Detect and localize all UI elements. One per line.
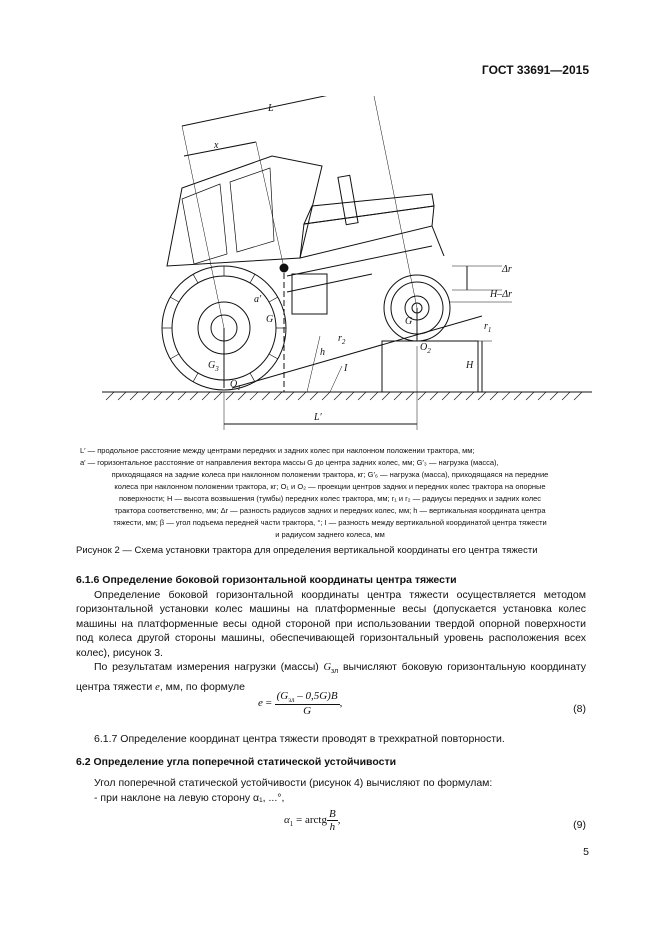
standard-code: ГОСТ 33691—2015 xyxy=(481,63,589,77)
formula-9: $\alpha_1$ = arctg $\frac{B}{h}$ , xyxy=(284,808,341,833)
section-616-paragraph-1: Определение боковой горизонтальной координаты центра тяжести осуществляется методом горизонтальной установки колес машины на платформенные весы (допускается установка колес машины на платформенные весы одной стороной при использовании твердой опорной поверхности под колеса другой стороны машины, обеспечивающей горизонтальный уровень расположения всех колес), рисунок 3. xyxy=(76,589,586,659)
label-I: I xyxy=(344,363,348,374)
legend-line: тяжести, мм; β — угол подъема передней части трактора, °; I — разность между вертикальной координатой центра тяжести xyxy=(113,518,547,527)
legend-line: a′ — горизонтальное расстояние от направления вектора массы G до центра задних колес, мм; G′₃ — нагрузка (масса), xyxy=(80,458,499,467)
section-62-paragraph-2: - при наклоне на левую сторону α₁, ...°, xyxy=(94,792,285,804)
section-62-paragraph-1: Угол поперечной статической устойчивости (рисунок 4) вычисляют по формулам: xyxy=(94,777,493,789)
dim-L-line xyxy=(182,96,372,126)
figure-caption: Рисунок 2 — Схема установки трактора для определения вертикальной координаты его центра тяжести xyxy=(76,545,538,556)
label-delta-r: Δr xyxy=(502,264,512,275)
label-O2: $O_2$ xyxy=(420,342,431,355)
label-G: G xyxy=(266,314,274,325)
label-G6: G xyxy=(405,316,413,327)
page-number: 5 xyxy=(583,846,589,858)
legend-line: приходящаяся на задние колеса при наклонном положении трактора, кг; G′₆ — нагрузка (масса), приходящаяся на передние xyxy=(111,470,549,479)
label-L: L xyxy=(268,103,274,114)
label-H-minus-delta-r: H–Δr xyxy=(490,289,512,300)
formula-8: e = $\frac{(G_{зл} - 0,5G)B}{G}$ , xyxy=(258,690,343,718)
figure-legend xyxy=(80,445,580,541)
label-r1: $r_1$ xyxy=(484,321,492,334)
label-H: H xyxy=(466,360,474,371)
label-L-prime: L′ xyxy=(314,412,322,423)
legend-line: и радиусом заднего колеса, мм xyxy=(275,530,385,539)
label-G3: $G_3$ xyxy=(208,360,219,373)
label-O1: $O_1$ xyxy=(230,379,241,392)
dim-I-leader xyxy=(330,366,342,392)
label-r2: $r_2$ xyxy=(338,333,346,346)
label-h: h xyxy=(320,347,325,358)
legend-line: трактора соответственно, мм; Δr — разность радиусов задних и передних колес, мм; h — вертикальная координата центра xyxy=(114,506,546,515)
section-616-paragraph-2: По результатам измерения нагрузки (массы) $G_{зл}$ вычисляют боковую горизонтальную координату центра тяжести e, мм, по формуле xyxy=(76,661,587,693)
label-x: x xyxy=(214,140,219,151)
tractor-diagram xyxy=(72,96,602,436)
formula-8-number: (8) xyxy=(573,703,586,715)
section-617-text: 6.1.7 Определение координат центра тяжести проводят в трехкратной повторности. xyxy=(94,733,505,745)
legend-line: поверхности; H — высота возвышения (тумбы) передних колес трактора, мм; r₁ и r₂ — радиусы передних и задних колес xyxy=(118,494,542,503)
ground-hatching xyxy=(106,392,582,400)
section-62-heading: 6.2 Определение угла поперечной статической устойчивости xyxy=(76,756,397,768)
dim-x-line xyxy=(184,142,256,156)
dim-h-leader xyxy=(307,336,320,392)
legend-line: колеса при наклонном положении трактора, кг; O₁ и O₂ — проекции центров задних и передних колес трактора на опорные xyxy=(114,482,546,491)
legend-line: L′ — продольное расстояние между центрами передних и задних колес при наклонном положении трактора, мм; xyxy=(80,446,475,455)
formula-9-number: (9) xyxy=(573,819,586,831)
section-616-heading: 6.1.6 Определение боковой горизонтальной координаты центра тяжести xyxy=(76,574,457,586)
label-a-prime: a′ xyxy=(254,294,262,305)
